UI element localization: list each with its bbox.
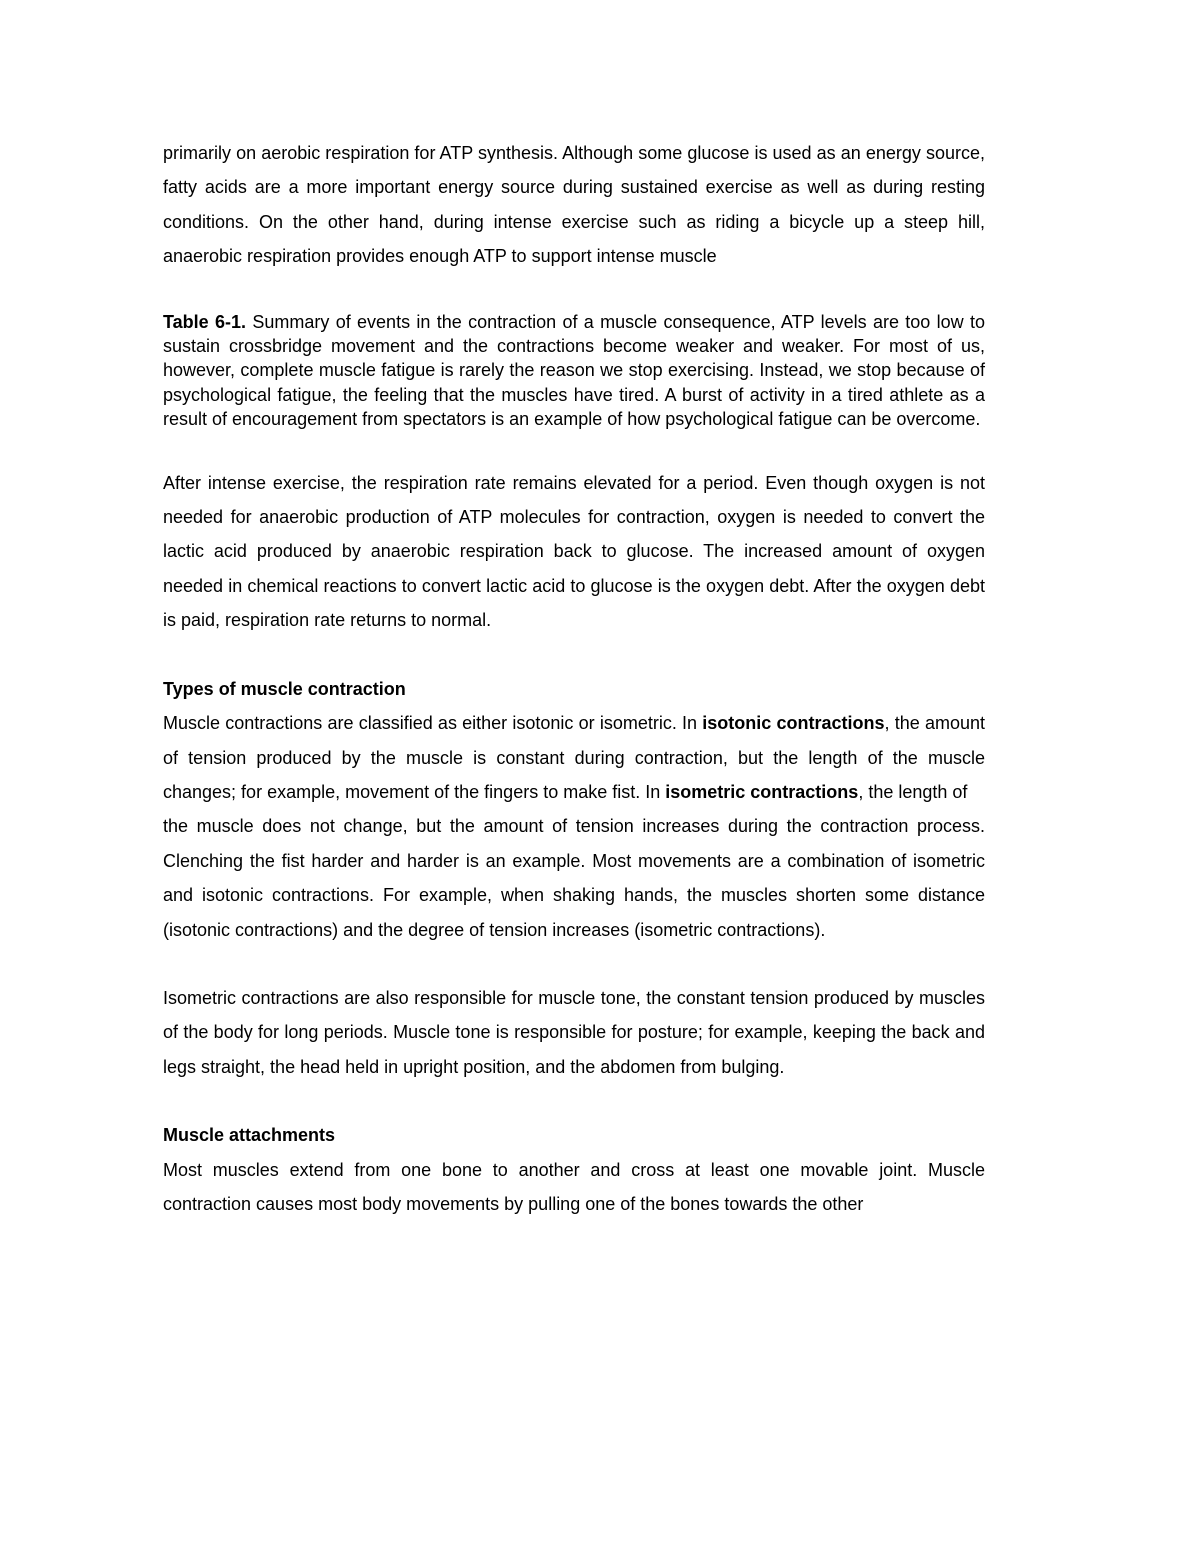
table-caption-text: Summary of events in the contraction of a muscle consequence, ATP levels are too low to sustain crossbridge movement and the contractions become weaker and weaker. For most of us, however, complete muscle fatigue is rarely the reason we stop exercising. Instead, we stop because of psychological fatigue, the feeling that the muscles have tired. A burst of activity in a tired athlete as a result of encouragement from spectators is an example of how psychological fatigue can be overcome.: [163, 311, 985, 430]
paragraph-isotonic-isometric: [163, 706, 985, 809]
text-segment: Muscle contractions are classified as either isotonic or isometric. In: [163, 713, 703, 734]
text-segment: , the amount of tension produced by the muscle is constant during contraction, but the length of the muscle changes; for example, movement of the fingers to make fist. In: [163, 713, 985, 802]
paragraph-aerobic-respiration: primarily on aerobic respiration for ATP synthesis. Although some glucose is used as an energy source, fatty acids are a more important energy source during sustained exercise as well as during resting conditions. On the other hand, during intense exercise such as riding a bicycle up a steep hill, anaerobic respiration provides enough ATP to support intense muscle: [163, 143, 985, 267]
heading-types-of-muscle-contraction: Types of muscle contraction: [163, 678, 406, 699]
paragraph-oxygen-debt: After intense exercise, the respiration rate remains elevated for a period. Even though oxygen is not needed for anaerobic production of ATP molecules for contraction, oxygen is needed to convert the lactic acid produced by anaerobic respiration back to glucose. The increased amount of oxygen needed in chemical reactions to convert lactic acid to glucose is the oxygen debt. After the oxygen debt is paid, respiration rate returns to normal.: [163, 472, 985, 631]
paragraph-muscle-attachments: Most muscles extend from one bone to another and cross at least one movable joint. Muscle contraction causes most body movements by pulling one of the bones towards the other: [163, 1159, 985, 1214]
text-segment: , the length of: [858, 781, 968, 802]
table-label: Table 6-1.: [163, 311, 247, 332]
term-isotonic-contractions: isotonic contractions: [702, 713, 885, 734]
heading-muscle-attachments: Muscle attachments: [163, 1125, 336, 1146]
page-content: [163, 136, 985, 1221]
paragraph-isometric-example: the muscle does not change, but the amount of tension increases during the contraction process. Clenching the fist harder and harder is an example. Most movements are a combination of isometric and isotonic contractions. For example, when shaking hands, the muscles shorten some distance (isotonic contractions) and the degree of tension increases (isometric contractions).: [163, 816, 985, 940]
term-isometric-contractions: isometric contractions: [665, 781, 859, 802]
table-caption: [163, 310, 985, 432]
paragraph-muscle-tone: Isometric contractions are also responsible for muscle tone, the constant tension produced by muscles of the body for long periods. Muscle tone is responsible for posture; for example, keeping the back and legs straight, the head held in upright position, and the abdomen from bulging.: [163, 987, 985, 1077]
